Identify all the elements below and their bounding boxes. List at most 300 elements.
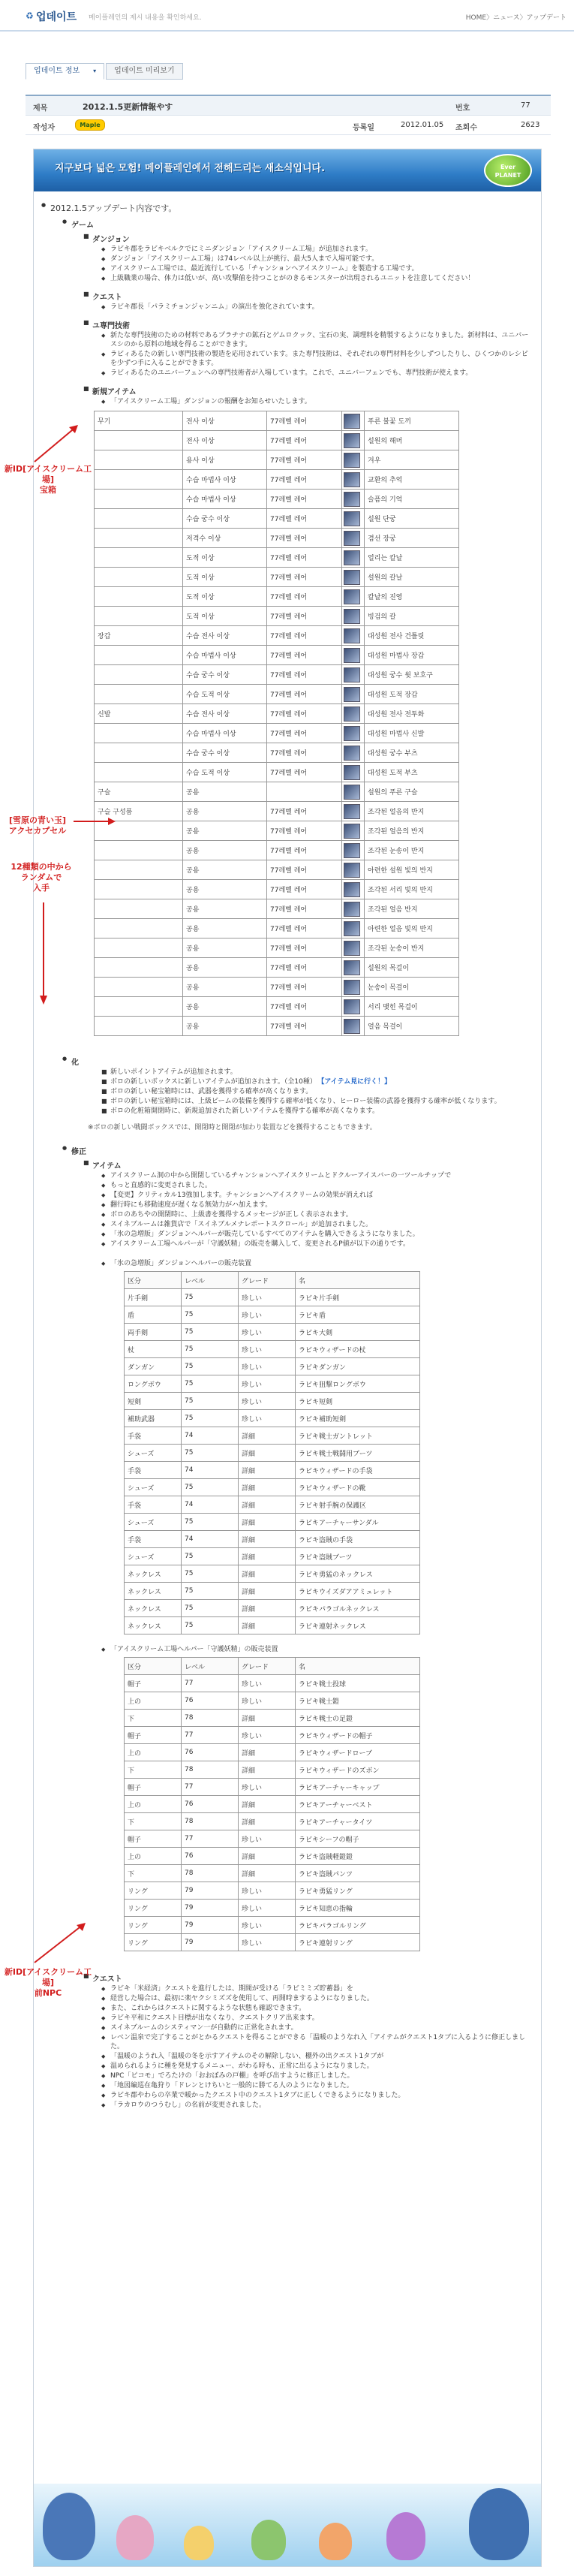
item-icon [344, 531, 360, 546]
table-cell: ラビキ知恵の指輪 [296, 1900, 420, 1917]
table-row [95, 958, 459, 978]
table-cell: 75 [182, 1358, 239, 1375]
item-icon [344, 1019, 360, 1034]
list-item: ◆ 上級職業の場合、体力は低いが、高い攻撃値を持つことがのきるモンスターが出現されるユニットを注意してください！ [101, 274, 533, 283]
item-icon-cell [342, 548, 365, 568]
item-icon-cell [342, 821, 365, 841]
table-cell: 短剣 [125, 1393, 182, 1410]
table-cell: 手袋 [125, 1462, 182, 1479]
item-icon [344, 960, 360, 975]
table-cell-name: 푸른 불꽃 도끼 [365, 411, 459, 431]
table-cell: ラビキウィザードの杖 [296, 1341, 420, 1358]
list-item: ◆ もっと直感的に変更されました。 [101, 1181, 533, 1190]
table-cell: 珍しい [239, 1779, 296, 1796]
table-cell-lvl: 77레벨 레어 [267, 529, 342, 548]
list-item [101, 1077, 533, 1086]
item-icon [344, 511, 360, 526]
table-cell-name: 대성원 전사 전투화 [365, 704, 459, 724]
tab-update-preview[interactable] [106, 63, 182, 80]
character-7 [469, 2488, 529, 2560]
table-cell: 79 [182, 1882, 239, 1900]
table-cell: ラビキウィザードのズボン [296, 1761, 420, 1779]
table-row [125, 1600, 420, 1617]
table-row [125, 1617, 420, 1634]
item-icon-cell [342, 1017, 365, 1036]
table-cell: 詳細 [239, 1445, 296, 1462]
item-icon-cell [342, 743, 365, 763]
item-icon [344, 999, 360, 1014]
item-table-wrap [94, 411, 533, 1036]
table-cell-name: 슬픔의 기억 [365, 490, 459, 509]
table-cell: 下 [125, 1813, 182, 1830]
pro-lines [41, 331, 533, 378]
table-cell: リング [125, 1934, 182, 1951]
item-link[interactable]: 【アイテム見に行く！】 [320, 1078, 392, 1086]
list-item [101, 1107, 533, 1116]
annotation-text: [雪原の青い玉] [8, 815, 67, 825]
table-cell: ラビキ片手剣 [296, 1289, 420, 1306]
table-row [125, 1514, 420, 1531]
table-row [125, 1675, 420, 1692]
annotation-text: アクセカプセル [8, 826, 67, 836]
table-cell-job: 공용 [183, 1017, 267, 1036]
table-row [125, 1531, 420, 1548]
table-cell: 上の [125, 1848, 182, 1865]
item-icon-cell [342, 568, 365, 587]
annotation-npc [3, 1967, 93, 1999]
table-cell: 帽子 [125, 1675, 182, 1692]
item-icon-cell [342, 763, 365, 782]
table-cell: 下 [125, 1865, 182, 1882]
table-row [125, 1796, 420, 1813]
table-cell-lvl: 77레벨 레어 [267, 626, 342, 646]
table-cell-job: 공용 [183, 978, 267, 997]
title-label: 제목 [33, 104, 48, 113]
table-cell: ラビキ戦士戦闘用ブーツ [296, 1445, 420, 1462]
item-icon-cell [342, 529, 365, 548]
table-cell: 詳細 [239, 1813, 296, 1830]
table-cell-lvl: 77레벨 레어 [267, 704, 342, 724]
table-cell-job: 수습 전사 이상 [183, 626, 267, 646]
item-icon-cell [342, 665, 365, 685]
table-cell: 75 [182, 1617, 239, 1634]
annotation-arrow-2 [72, 815, 117, 827]
table-cell: 詳細 [239, 1761, 296, 1779]
table-cell: 手袋 [125, 1427, 182, 1445]
table-cell-name: 조각된 눈송이 반지 [365, 939, 459, 958]
table-cell: ラビキシーフの帽子 [296, 1830, 420, 1848]
character-1 [43, 2493, 95, 2560]
table-cell-name: 얼리는 칼날 [365, 548, 459, 568]
table-row [125, 1813, 420, 1830]
table-cell-name: 설원의 칼날 [365, 568, 459, 587]
quest-lines [41, 303, 533, 312]
top-bar [0, 0, 574, 32]
update-icon: ♻ [26, 11, 34, 21]
table-row [125, 1848, 420, 1865]
list-item: ◆ 温められるように種を発見するメニュー、がわる時も、正常に出るようになりました。 [101, 2062, 533, 2071]
list-item: ◆ NPC「ピコモ」でろたけの「おおぼみの戸棚」を呼び出すように修正しました。 [101, 2071, 533, 2080]
table-cell: 詳細 [239, 1548, 296, 1565]
section-fix-quest: ■ クエスト [83, 1972, 533, 1984]
table-cell: 74 [182, 1531, 239, 1548]
table-cell: 76 [182, 1796, 239, 1813]
table-cell: 上の [125, 1692, 182, 1710]
fix-lines [41, 1171, 533, 1249]
table-cell: シューズ [125, 1479, 182, 1496]
item-icon-cell [342, 431, 365, 450]
item-icon-cell [342, 841, 365, 860]
table-row [95, 821, 459, 841]
table-cell-name: 대성원 전사 건틀릿 [365, 626, 459, 646]
reward-table [94, 411, 459, 1036]
table-cell-name: 아련한 설원 빛의 반지 [365, 860, 459, 880]
item-icon [344, 863, 360, 878]
tab-label: 업데이트 미리보기 [114, 67, 175, 75]
table-row [95, 607, 459, 626]
table-cell: ロングボウ [125, 1375, 182, 1393]
table-cell-lvl: 77레벨 레어 [267, 821, 342, 841]
table-row [95, 899, 459, 919]
item-icon [344, 941, 360, 956]
table-cell-name: 아련한 얼음 빛의 반지 [365, 919, 459, 939]
item-icon-cell [342, 470, 365, 490]
item-icon-cell [342, 978, 365, 997]
table-cell: 詳細 [239, 1496, 296, 1514]
table-cell: 76 [182, 1692, 239, 1710]
post-body [33, 149, 542, 2567]
dungeon-lines [41, 245, 533, 283]
table-row [125, 1462, 420, 1479]
table-cell-job: 도적 이상 [183, 607, 267, 626]
table-cell: シューズ [125, 1548, 182, 1565]
table-cell-lvl: 77레벨 레어 [267, 997, 342, 1017]
table-cell-job: 도적 이상 [183, 548, 267, 568]
table-cell-cat [95, 548, 183, 568]
page-description: 메이플레인의 제시 내용을 확인하세요. [89, 14, 202, 22]
character-4 [251, 2520, 286, 2560]
table-row [125, 1565, 420, 1583]
table2-wrap [124, 1657, 533, 1951]
table-cell: リング [125, 1882, 182, 1900]
table-cell-job: 공용 [183, 821, 267, 841]
table-row [95, 450, 459, 470]
table-cell: 77 [182, 1779, 239, 1796]
breadcrumb[interactable]: HOME〉ニュース〉アップデート [465, 14, 566, 22]
annotation-text: 12種類の中から [11, 862, 72, 872]
table-row [95, 665, 459, 685]
fix-quest-lines [41, 1984, 533, 2110]
item-icon [344, 472, 360, 487]
list-item: ◆ 新たな専門技術のための材料であるプラチナの鉱石とゲムロクック、宝石の実、調理料を精製するようになりました。新材料は、ユニバースシのから原料の地域を得ることができます。 [101, 331, 533, 349]
table-row [95, 782, 459, 802]
table-cell: ラビキ戦士ガントレット [296, 1427, 420, 1445]
table-cell-job: 수습 도적 이상 [183, 685, 267, 704]
table-cell-name: 빙검의 칼 [365, 607, 459, 626]
table-cell-lvl: 77레벨 레어 [267, 470, 342, 490]
table-row [125, 1479, 420, 1496]
annotation-arrow-4 [30, 1919, 90, 1967]
annotation-random [0, 862, 83, 893]
table-row [95, 1017, 459, 1036]
item-icon [344, 609, 360, 624]
helper-table-2 [124, 1657, 420, 1951]
table-cell-lvl: 77레벨 레어 [267, 860, 342, 880]
table-cell-lvl: 77레벨 레어 [267, 587, 342, 607]
table-cell: 下 [125, 1761, 182, 1779]
table-cell: ダンガン [125, 1358, 182, 1375]
item-icon [344, 765, 360, 780]
table-cell-job: 공용 [183, 880, 267, 899]
list-item: ◆ ラビキ郡長「パラミチョンジャンニム」の演出を強化されています。 [101, 303, 533, 312]
table-cell-lvl: 77레벨 레어 [267, 450, 342, 470]
table-cell: 75 [182, 1375, 239, 1393]
table-cell: ラビキ戦士鎧 [296, 1692, 420, 1710]
table-cell-cat [95, 763, 183, 782]
table-cell-name: 설원의 해머 [365, 431, 459, 450]
column-header: 名 [296, 1272, 420, 1289]
table-cell: 珍しい [239, 1830, 296, 1848]
table-row [95, 743, 459, 763]
table-row [125, 1744, 420, 1761]
table-cell-job: 공용 [183, 860, 267, 880]
item-icon-cell [342, 899, 365, 919]
ever-planet-logo [484, 154, 532, 187]
table-cell-lvl: 77레벨 레어 [267, 802, 342, 821]
table-cell: 76 [182, 1744, 239, 1761]
table-cell-job: 수습 궁수 이상 [183, 665, 267, 685]
table-row [95, 626, 459, 646]
page-title: 업데이트 [36, 11, 77, 23]
table-cell-cat [95, 978, 183, 997]
table-cell-lvl: 77레벨 레어 [267, 548, 342, 568]
item-icon-cell [342, 490, 365, 509]
table-cell-cat [95, 665, 183, 685]
view-count: 2623 [521, 121, 540, 129]
intro-text: ● 2012.1.5アップデート内容です。 [41, 202, 533, 214]
table-cell: ラビキ短剣 [296, 1393, 420, 1410]
item-icon [344, 589, 360, 604]
table-cell: 75 [182, 1393, 239, 1410]
table-cell-name: 조각된 서리 빛의 반지 [365, 880, 459, 899]
table-cell-cat [95, 1017, 183, 1036]
table-cell-name: 조각된 눈송이 반지 [365, 841, 459, 860]
table-cell: 珍しい [239, 1393, 296, 1410]
table-cell: 上の [125, 1796, 182, 1813]
table-cell: 78 [182, 1813, 239, 1830]
post-content [41, 199, 533, 2110]
table-cell-job: 공용 [183, 782, 267, 802]
table-cell-cat [95, 958, 183, 978]
item-icon [344, 843, 360, 858]
table-cell: 77 [182, 1727, 239, 1744]
table-cell: 79 [182, 1917, 239, 1934]
post-number: 77 [521, 101, 530, 110]
table-row [125, 1358, 420, 1375]
table-cell-lvl: 77레벨 레어 [267, 431, 342, 450]
section-fix: ● 修正 [62, 1145, 533, 1156]
table-row [95, 646, 459, 665]
table-cell: 珍しい [239, 1934, 296, 1951]
item-icon [344, 921, 360, 936]
table-cell-job: 수습 궁수 이상 [183, 509, 267, 529]
list-item: ◆ ボロのあちやの開閉時に、上級書を獲得するメッセージが正しく表示されます。 [101, 1210, 533, 1219]
table-cell: ラビキ射手腕の保護区 [296, 1496, 420, 1514]
table-cell-cat: 구슬 [95, 782, 183, 802]
table-cell: 74 [182, 1462, 239, 1479]
table-row [95, 685, 459, 704]
table-cell: 詳細 [239, 1865, 296, 1882]
annotation-arrow-1 [30, 420, 83, 465]
table-row [95, 939, 459, 958]
item-icon [344, 882, 360, 897]
section-game: ● ゲーム [62, 218, 533, 230]
tab-update-info[interactable] [26, 63, 104, 80]
table-cell-name: 대성원 마법사 신발 [365, 724, 459, 743]
item-icon-cell [342, 724, 365, 743]
table-cell: 詳細 [239, 1427, 296, 1445]
character-6 [386, 2512, 425, 2560]
table-cell: 手袋 [125, 1531, 182, 1548]
table-cell-lvl: 77레벨 레어 [267, 1017, 342, 1036]
table-cell-lvl: 77레벨 레어 [267, 646, 342, 665]
annotation-snow-orb [0, 815, 75, 836]
item-icon-cell [342, 802, 365, 821]
table-cell-cat [95, 470, 183, 490]
table-row [125, 1289, 420, 1306]
item-icon [344, 785, 360, 800]
list-item: ◆ ラビキ郡をラビキベルクでにミニダンジョン「アイスクリーム工場」が追加されます。 [101, 245, 533, 254]
table-cell-cat [95, 529, 183, 548]
table-row [125, 1779, 420, 1796]
table-cell-cat [95, 899, 183, 919]
table-row [95, 841, 459, 860]
table-cell-name: 설원의 푸른 구슬 [365, 782, 459, 802]
table-cell-name: 설원의 목걸이 [365, 958, 459, 978]
item-icon [344, 902, 360, 917]
table-cell: ラビキ盗賊の手袋 [296, 1531, 420, 1548]
table-cell: ラビキ大剣 [296, 1324, 420, 1341]
item-icon-cell [342, 958, 365, 978]
table-cell: ラビキ盗賊ブーツ [296, 1548, 420, 1565]
table-cell: 79 [182, 1900, 239, 1917]
list-item: ◆ スイネブルームのシスティマン一が自動的に正常化されます。 [101, 2023, 533, 2032]
views-label: 조회수 [455, 124, 477, 132]
table-row [95, 548, 459, 568]
table-row [125, 1710, 420, 1727]
logo-top-text: Ever [500, 164, 516, 170]
table-cell-lvl: 77레벨 레어 [267, 724, 342, 743]
character-3 [184, 2526, 214, 2560]
table-cell: シューズ [125, 1514, 182, 1531]
table-row [95, 860, 459, 880]
table-cell: ラビキ盗賊軽鎧鎧 [296, 1848, 420, 1865]
table-cell-cat [95, 919, 183, 939]
table-cell-job: 전사 이상 [183, 411, 267, 431]
table-row [125, 1727, 420, 1744]
table-cell: ラビキ補助短剣 [296, 1410, 420, 1427]
item-icon-cell [342, 411, 365, 431]
table-cell: ラビキ勇猛リング [296, 1882, 420, 1900]
table-cell: ラビキウィザードの手袋 [296, 1462, 420, 1479]
table-cell-cat [95, 880, 183, 899]
table-cell-job: 공용 [183, 802, 267, 821]
table-row [125, 1900, 420, 1917]
item-icon [344, 414, 360, 429]
table-cell-lvl: 77레벨 레어 [267, 607, 342, 626]
table-cell: ラビキウィザードローブ [296, 1744, 420, 1761]
column-header: 区分 [125, 1658, 182, 1675]
table-cell: リング [125, 1917, 182, 1934]
table-cell-job: 도적 이상 [183, 568, 267, 587]
table-cell: 詳細 [239, 1462, 296, 1479]
list-item-text: ボロの新しいボックスに新しいアイテムが追加されます。（全10種） [110, 1078, 317, 1086]
table-cell-lvl: 77레벨 레어 [267, 509, 342, 529]
table-cell: 詳細 [239, 1583, 296, 1600]
table-cell: 補助武器 [125, 1410, 182, 1427]
table-cell: 78 [182, 1710, 239, 1727]
table-cell: ラビキウィザードの帽子 [296, 1727, 420, 1744]
table-cell-cat: 구슬 구성품 [95, 802, 183, 821]
post-title: 2012.1.5更新情報やす [83, 102, 173, 112]
table-cell-job: 공용 [183, 841, 267, 860]
table-header-row [125, 1658, 420, 1675]
table-cell: ラビキパラゴルネックレス [296, 1600, 420, 1617]
banner [34, 149, 541, 191]
table-cell-cat [95, 743, 183, 763]
item-icon [344, 707, 360, 722]
annotation-arrow-3 [38, 901, 50, 1006]
table-cell: 珍しい [239, 1410, 296, 1427]
table-row [125, 1410, 420, 1427]
item-icon-cell [342, 939, 365, 958]
table-cell: 珍しい [239, 1727, 296, 1744]
item-icon [344, 980, 360, 995]
item-icon [344, 433, 360, 448]
table-cell-name: 대성원 도적 장갑 [365, 685, 459, 704]
table-cell: ラビキ勇猛のネックレス [296, 1565, 420, 1583]
table-row [125, 1761, 420, 1779]
table-cell-cat [95, 724, 183, 743]
table-cell-name: 대성원 궁수 부츠 [365, 743, 459, 763]
item-icon-cell [342, 782, 365, 802]
table-cell: ラビキアーチャーベスト [296, 1796, 420, 1813]
column-header: 名 [296, 1658, 420, 1675]
table-cell-job: 공용 [183, 997, 267, 1017]
table-cell: 75 [182, 1410, 239, 1427]
item-icon [344, 550, 360, 565]
column-header: グレード [239, 1272, 296, 1289]
table-row [95, 509, 459, 529]
table-cell-cat [95, 431, 183, 450]
table-cell: 75 [182, 1600, 239, 1617]
table-cell: 帽子 [125, 1830, 182, 1848]
section-fix-item: ■ アイテム [83, 1159, 533, 1170]
table-row [125, 1692, 420, 1710]
item-icon-cell [342, 509, 365, 529]
table-row [125, 1445, 420, 1462]
table-cell-name: 서리 맺힌 목걸이 [365, 997, 459, 1017]
table-cell: ラビキ連射ネックレス [296, 1617, 420, 1634]
table1-wrap [124, 1271, 533, 1634]
item-icon-cell [342, 685, 365, 704]
item-icon [344, 570, 360, 585]
table-cell: シューズ [125, 1445, 182, 1462]
post-date: 2012.01.05 [401, 121, 444, 129]
list-item: ◆ また、これからはクエストに関するような状態も確認できます。 [101, 2004, 533, 2013]
table-row [125, 1934, 420, 1951]
table-cell: 珍しい [239, 1358, 296, 1375]
